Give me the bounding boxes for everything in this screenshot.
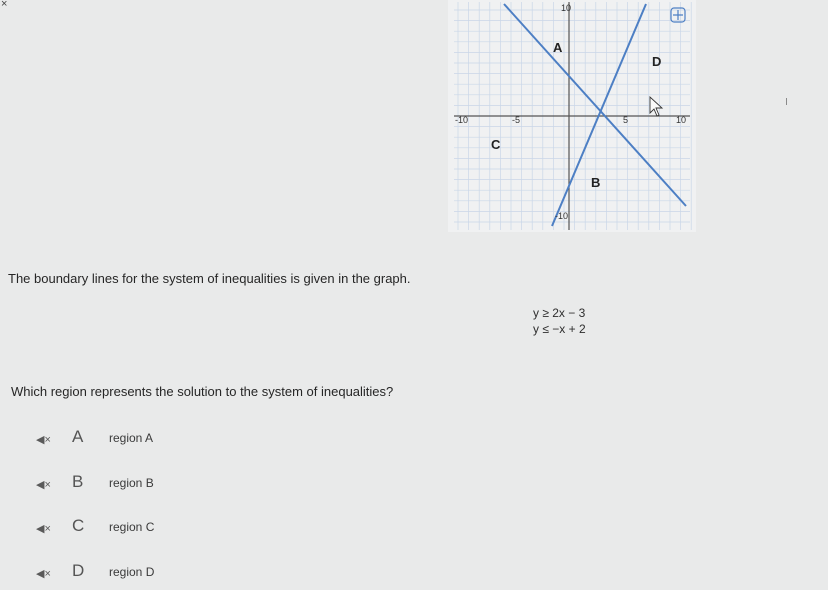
inequality-2: y ≤ −x + 2 — [533, 322, 586, 336]
question-text: Which region represents the solution to the system of inequalities? — [11, 384, 394, 399]
x-label-10: 10 — [676, 115, 687, 125]
prompt-text: The boundary lines for the system of inequalities is given in the graph. — [8, 271, 411, 286]
inequality-1: y ≥ 2x − 3 — [533, 306, 586, 320]
choice-a[interactable] — [36, 427, 256, 453]
speaker-icon[interactable]: ◀× — [36, 568, 51, 580]
choice-letter: A — [72, 427, 84, 446]
choice-text: region B — [109, 476, 154, 490]
choice-letter: C — [72, 516, 85, 535]
region-label-d: D — [652, 54, 662, 69]
x-label-neg10: -10 — [455, 115, 469, 125]
speaker-icon[interactable]: ◀× — [36, 523, 51, 535]
stray-tick-mark — [786, 98, 787, 105]
region-label-a: A — [553, 40, 563, 55]
choice-letter: D — [72, 561, 85, 580]
region-label-c: C — [491, 137, 501, 152]
y-label-neg10: -10 — [555, 211, 569, 221]
region-label-b: B — [591, 175, 601, 190]
x-label-neg5: -5 — [512, 115, 521, 125]
speaker-icon[interactable]: ◀× — [36, 434, 51, 446]
choice-letter: B — [72, 472, 84, 491]
speaker-icon[interactable]: ◀× — [36, 479, 51, 491]
x-label-5: 5 — [623, 115, 629, 125]
choice-b[interactable] — [36, 472, 256, 498]
coordinate-graph[interactable] — [448, 0, 696, 232]
choice-text: region D — [109, 565, 155, 579]
choice-text: region C — [109, 520, 155, 534]
choice-c[interactable] — [36, 516, 256, 542]
y-label-10: 10 — [561, 3, 572, 13]
choice-d[interactable] — [36, 561, 256, 587]
close-icon[interactable]: × — [1, 0, 8, 10]
choice-text: region A — [109, 431, 154, 445]
